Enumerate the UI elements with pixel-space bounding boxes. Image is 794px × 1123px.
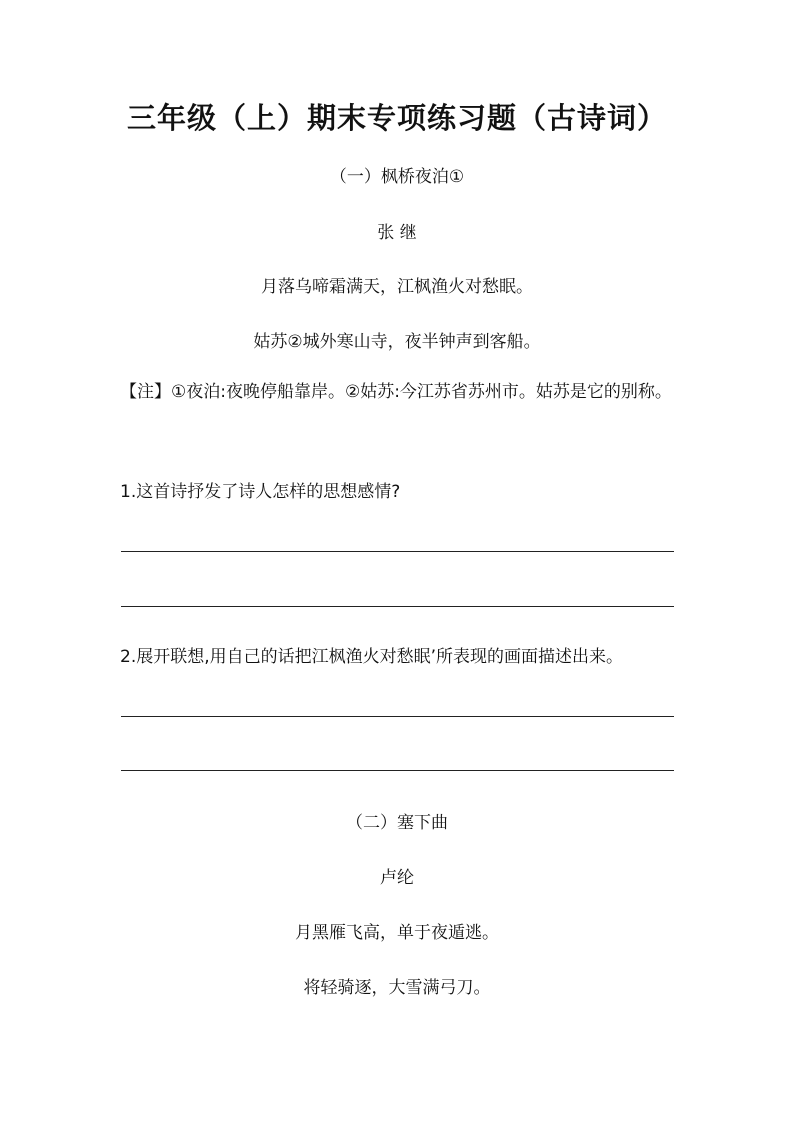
poem2-line-1: 月黑雁飞高，单于夜遁逃。 [295, 923, 499, 943]
poem1-line-2: 姑苏②城外寒山寺，夜半钟声到客船。 [253, 332, 541, 352]
answer-line-1b[interactable] [121, 606, 674, 607]
answer-line-2a[interactable] [121, 716, 674, 717]
poem1-author: 张 继 [377, 223, 417, 243]
poem2-author: 卢纶 [380, 868, 414, 888]
poem1-note: 【注】①夜泊:夜晚停船靠岸。②姑苏:今江苏省苏州市。姑苏是它的别称。 [120, 382, 672, 402]
answer-line-1a[interactable] [121, 551, 674, 552]
question-2: 2.展开联想,用自己的话把江枫渔火对愁眠’所表现的画面描述出来。 [120, 647, 624, 667]
poem1-heading: （一）枫桥夜泊① [329, 167, 465, 187]
answer-line-2b[interactable] [121, 770, 674, 771]
document-title: 三年级（上）期末专项练习题（古诗词） [126, 101, 667, 135]
poem2-line-2: 将轻骑逐，大雪满弓刀。 [303, 978, 491, 998]
poem1-line-1: 月落乌啼霜满天，江枫渔火对愁眠。 [261, 277, 533, 297]
poem2-heading: （二）塞下曲 [346, 813, 448, 833]
question-1: 1.这首诗抒发了诗人怎样的思想感情? [120, 482, 401, 502]
